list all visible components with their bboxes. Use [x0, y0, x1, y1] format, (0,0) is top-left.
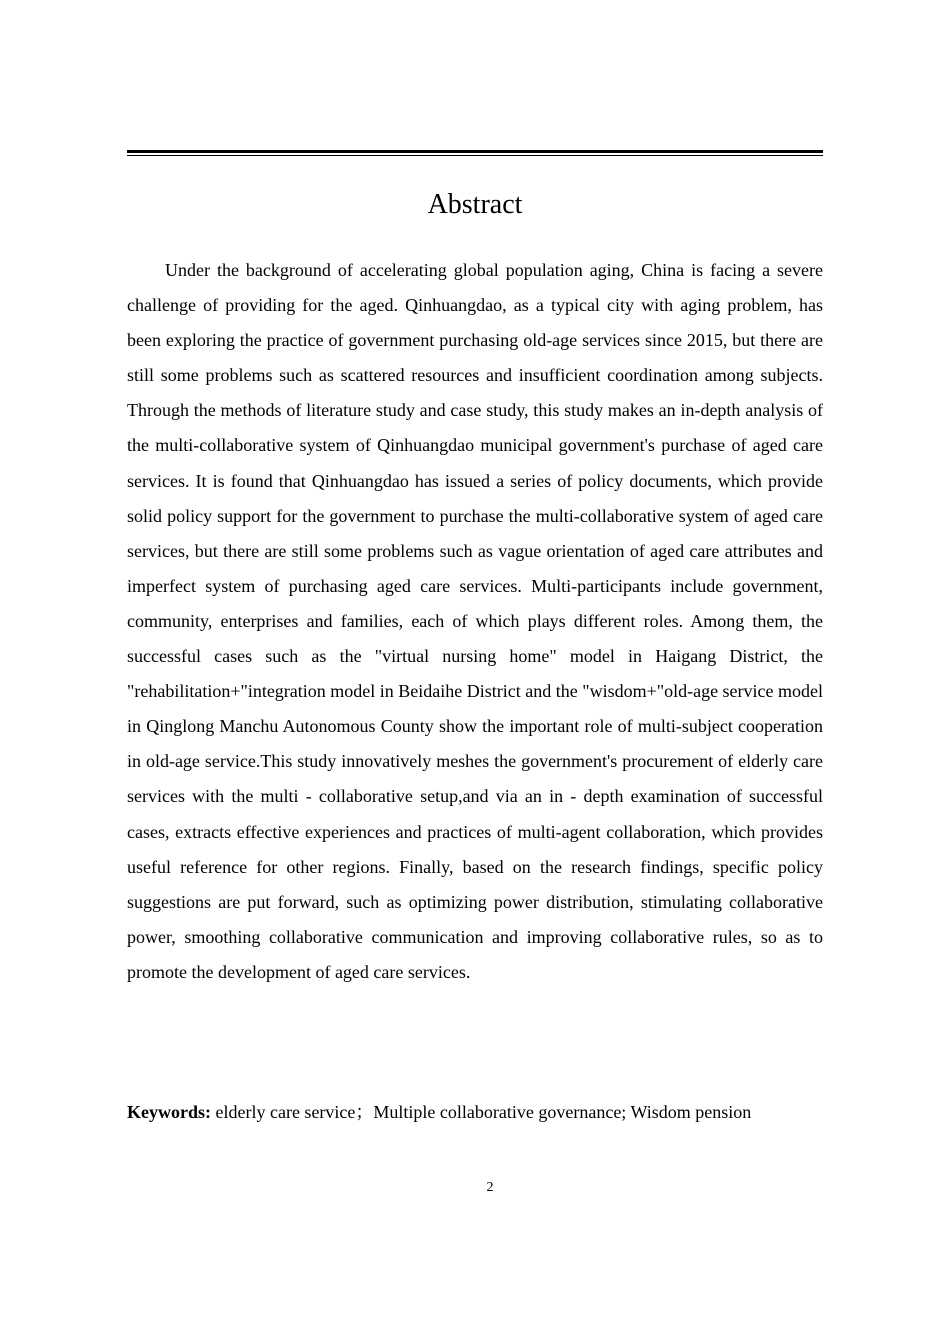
keywords-label: Keywords:: [127, 1102, 211, 1122]
keywords-text: elderly care service；Multiple collaborative governance; Wisdom pension: [211, 1102, 752, 1122]
header-rule-thick: [127, 150, 823, 153]
abstract-paragraph: Under the background of accelerating global population aging, China is facing a severe challenge of providing for the aged. Qinhuangdao, as a typical city with aging problem, has been exploring the practice of government purchasing old-age services since 2015, but there are still some problems such as scattered resources and insufficient coordination among subjects. Through the methods of literature study and case study, this study makes an in-depth analysis of the multi-collaborative system of Qinhuangdao municipal government's purchase of aged care services. It is found that Qinhuangdao has issued a series of policy documents, which provide solid policy support for the government to purchase the multi-collaborative system of aged care services, but there are still some problems such as vague orientation of aged care attributes and imperfect system of purchasing aged care services. Multi-participants include government, community, enterprises and families, each of which plays different roles. Among them, the successful cases such as the "virtual nursing home" model in Haigang District, the "rehabilitation+"integration model in Beidaihe District and the "wisdom+"old-age service model in Qinglong Manchu Autonomous County show the important role of multi-subject cooperation in old-age service.This study innovatively meshes the government's procurement of elderly care services with the multi - collaborative setup,and via an in - depth examination of successful cases, extracts effective experiences and practices of multi-agent collaboration, which provides useful reference for other regions. Finally, based on the research findings, specific policy suggestions are put forward, such as optimizing power distribution, stimulating collaborative power, smoothing collaborative communication and improving collaborative rules, so as to promote the development of aged care services.: [127, 260, 824, 982]
page-number: 2: [486, 1180, 494, 1195]
keywords-line: [127, 1096, 847, 1128]
header-rule-thin: [127, 155, 823, 156]
abstract-title: Abstract: [427, 189, 523, 220]
